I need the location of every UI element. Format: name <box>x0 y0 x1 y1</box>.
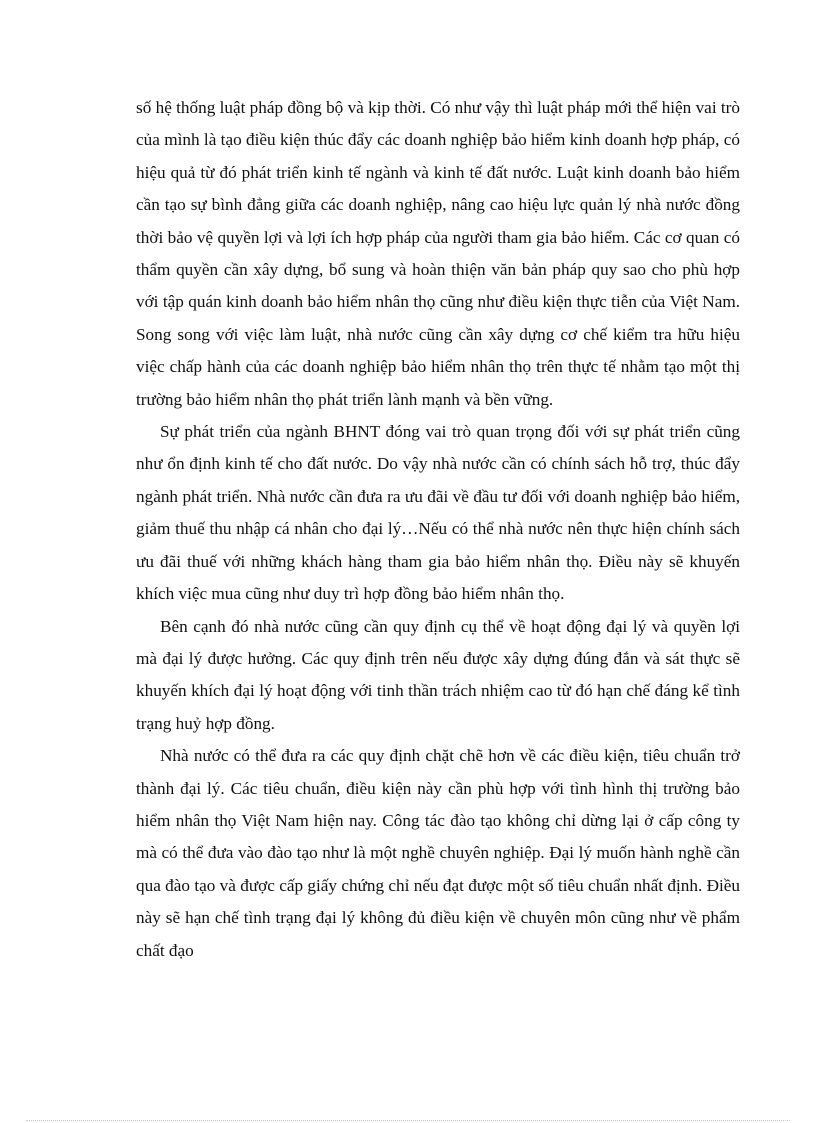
page-bottom-dotted-rule <box>26 1120 790 1121</box>
paragraph-bhnt-development: Sự phát triển của ngành BHNT đóng vai trò quan trọng đối với sự phát triển cũng như ổn định kinh tế cho đất nước. Do vậy nhà nước cần có chính sách hỗ trợ, thúc đẩy ngành phát triển. Nhà nước cần đưa ra ưu đãi về đầu tư đối với doanh nghiệp bảo hiểm, giảm thuế thu nhập cá nhân cho đại lý…Nếu có thể nhà nước nên thực hiện chính sách ưu đãi thuế với những khách hàng tham gia bảo hiểm nhân thọ. Điều này sẽ khuyến khích việc mua cũng như duy trì hợp đồng bảo hiểm nhân thọ. <box>136 422 740 604</box>
document-body <box>136 92 740 967</box>
paragraph-continuation: số hệ thống luật pháp đồng bộ và kịp thời. Có như vậy thì luật pháp mới thể hiện vai trò của mình là tạo điều kiện thúc đẩy các doanh nghiệp bảo hiểm kinh doanh hợp pháp, có hiệu quả từ đó phát triển kinh tế ngành và kinh tế đất nước. Luật kinh doanh bảo hiểm cần tạo sự bình đẳng giữa các doanh nghiệp, nâng cao hiệu lực quản lý nhà nước đồng thời bảo vệ quyền lợi và lợi ích hợp pháp của người tham gia bảo hiểm. Các cơ quan có thẩm quyền cần xây dựng, bổ sung và hoàn thiện văn bản pháp quy sao cho phù hợp với tập quán kinh doanh bảo hiểm nhân thọ cũng như điều kiện thực tiễn của Việt Nam. Song song với việc làm luật, nhà nước cũng cần xây dựng cơ chế kiểm tra hữu hiệu việc chấp hành của các doanh nghiệp bảo hiểm nhân thọ trên thực tế nhằm tạo một thị trường bảo hiểm nhân thọ phát triển lành mạnh và bền vững. <box>136 98 740 409</box>
paragraph-agent-standards: Nhà nước có thể đưa ra các quy định chặt chẽ hơn về các điều kiện, tiêu chuẩn trở thành đại lý. Các tiêu chuẩn, điều kiện này cần phù hợp với tình hình thị trường bảo hiểm nhân thọ Việt Nam hiện nay. Công tác đào tạo không chỉ dừng lại ở cấp công ty mà có thể đưa vào đào tạo như là một nghề chuyên nghiệp. Đại lý muốn hành nghề cần qua đào tạo và được cấp giấy chứng chỉ nếu đạt được một số tiêu chuẩn nhất định. Điều này sẽ hạn chế tình trạng đại lý không đủ điều kiện về chuyên môn cũng như về phẩm chất đạo <box>136 746 740 960</box>
paragraph-agent-regulations: Bên cạnh đó nhà nước cũng cần quy định cụ thể về hoạt động đại lý và quyền lợi mà đại lý được hưởng. Các quy định trên nếu được xây dựng đúng đắn và sát thực sẽ khuyến khích đại lý hoạt động với tinh thần trách nhiệm cao từ đó hạn chế đáng kể tình trạng huỷ hợp đồng. <box>136 616 740 733</box>
